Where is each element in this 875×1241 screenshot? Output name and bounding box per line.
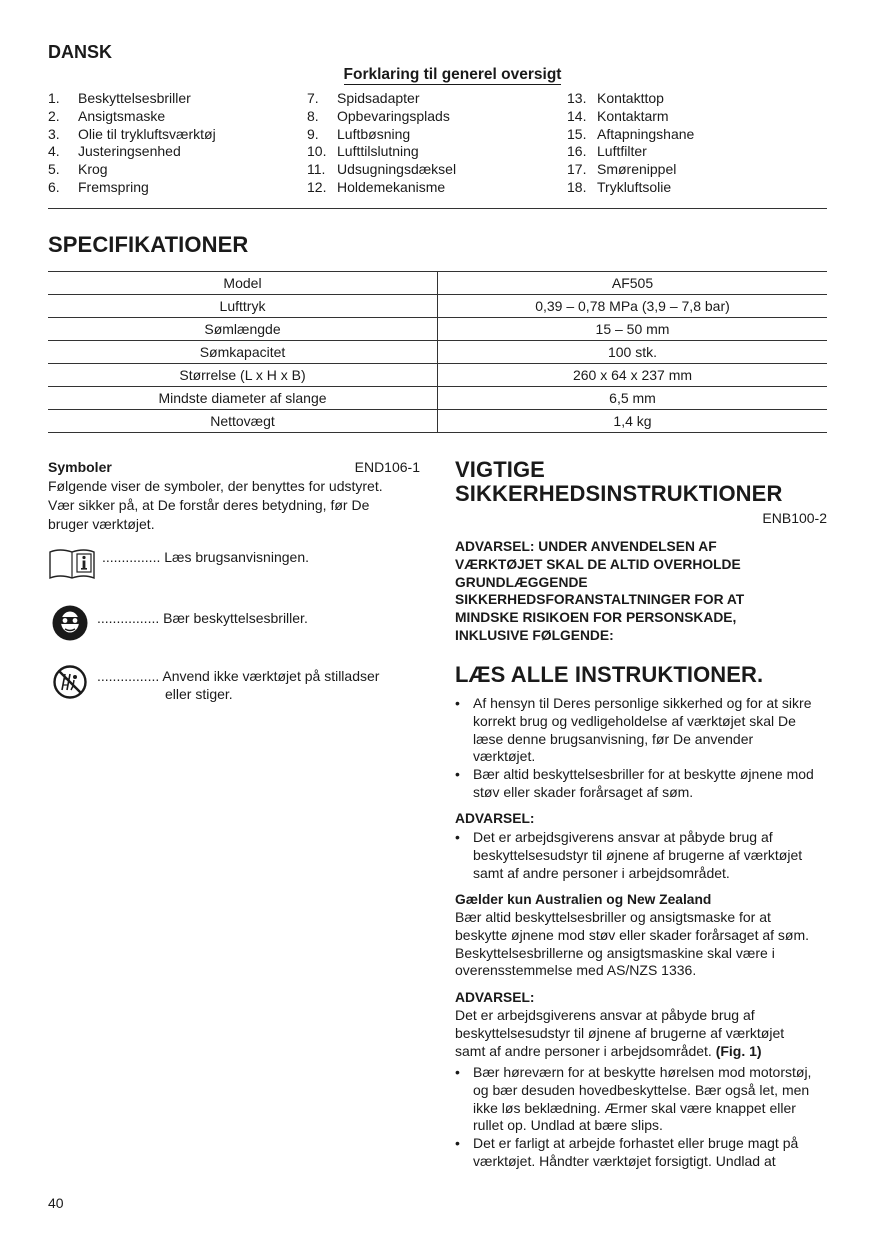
symbol-text: ................ Bær beskyttelsesbriller. bbox=[97, 610, 308, 626]
overview-item: 1. Beskyttelsesbriller bbox=[48, 90, 191, 106]
spec-label: Sømkapacitet bbox=[48, 341, 438, 364]
spec-value: 15 – 50 mm bbox=[438, 318, 828, 341]
bullet-icon: • bbox=[455, 1135, 460, 1152]
bullet-item: • Bær altid beskyttelsesbriller for at beskytte øjnene mod støv eller skader forårsaget af søm. bbox=[455, 766, 814, 800]
overview-item: 3. Olie til trykluftsværktøj bbox=[48, 125, 216, 142]
manual-icon bbox=[48, 546, 96, 585]
overview-column-3 bbox=[567, 90, 694, 197]
spec-label: Mindste diameter af slange bbox=[48, 387, 438, 410]
text-line: overensstemmelse med AS/NZS 1336. bbox=[455, 962, 697, 979]
warning-label: ADVARSEL: bbox=[455, 811, 535, 826]
overview-item: 16. Luftfilter bbox=[567, 143, 647, 160]
spec-label: Sømlængde bbox=[48, 318, 438, 341]
bullet-icon: • bbox=[455, 695, 460, 711]
no-scaffold-icon bbox=[53, 665, 87, 704]
divider bbox=[48, 208, 827, 209]
au-heading: Gælder kun Australien og New Zealand bbox=[455, 892, 712, 907]
text-line: beskyttelsesudstyr til øjnene af brugerne af værktøjet bbox=[455, 1024, 785, 1041]
overview-item: 12. Holdemekanisme bbox=[307, 178, 446, 195]
table-row bbox=[48, 387, 827, 410]
page-number: 40 bbox=[48, 1195, 64, 1211]
table-row bbox=[48, 364, 827, 387]
overview-item: 5. Krog bbox=[48, 161, 108, 178]
symbols-section bbox=[48, 458, 420, 534]
warning-text: Det er arbejdsgiverens ansvar at påbyde brug af beskyttelsesudstyr til øjnene af brugerne af værktøjet samt af andre personer i arbejdsområdet. (Fig. 1) bbox=[455, 1007, 827, 1060]
overview-title: Forklaring til generel oversigt bbox=[343, 66, 562, 83]
bullet-item: • Bær høreværn for at beskytte hørelsen mod motorstøj, og bær desuden hovedbeskyttelse. Bær også let, men ikke løs beklædning. Ærmer skal være knappet eller rullet op. Undlad at bære slips. bbox=[455, 1064, 812, 1134]
spec-value: AF505 bbox=[438, 272, 828, 295]
text-line: Bær altid beskyttelsesbriller og ansigtsmaske for at bbox=[455, 909, 771, 925]
bullet-icon: • bbox=[455, 766, 460, 783]
warning-label: ADVARSEL: bbox=[455, 990, 535, 1005]
bullet-item: • Af hensyn til Deres personlige sikkerhed og for at sikre korrekt brug og vedligeholdelse af værktøjet skal De læse denne brugsanvisning, før De anvender værktøjet. bbox=[455, 695, 812, 765]
text-line: beskytte øjnene mod støv eller skader forårsaget af søm. bbox=[455, 926, 810, 943]
overview-item: 17. Smørenippel bbox=[567, 161, 677, 178]
text-line: INKLUSIVE FØLGENDE: bbox=[455, 627, 614, 643]
spec-value: 6,5 mm bbox=[438, 387, 828, 410]
overview-item: 8. Opbevaringsplads bbox=[307, 107, 450, 124]
symbols-intro: Vær sikker på, at De forstår deres betydning, før De bbox=[48, 497, 370, 513]
text-line: Beskyttelsesbrillerne og ansigtsmaskine skal være i bbox=[455, 944, 775, 961]
read-all-heading: LÆS ALLE INSTRUKTIONER. bbox=[455, 662, 764, 687]
overview-item: 13. Kontakttop bbox=[567, 90, 664, 106]
spec-label: Model bbox=[48, 272, 438, 295]
spec-value: 0,39 – 0,78 MPa (3,9 – 7,8 bar) bbox=[438, 295, 828, 318]
au-text bbox=[455, 909, 827, 980]
specs-table bbox=[48, 271, 827, 433]
symbols-heading: Symboler bbox=[48, 459, 112, 475]
table-row bbox=[48, 341, 827, 364]
spec-value: 1,4 kg bbox=[438, 410, 828, 433]
text-line: SIKKERHEDSFORANSTALTNINGER FOR AT bbox=[455, 592, 745, 608]
safety-heading: VIGTIGE SIKKERHEDSINSTRUKTIONER bbox=[455, 457, 783, 506]
overview-item: 7. Spidsadapter bbox=[307, 90, 420, 106]
symbol-text: eller stiger. bbox=[165, 686, 233, 702]
goggles-icon bbox=[52, 605, 88, 646]
table-row bbox=[48, 295, 827, 318]
overview-item: 9. Luftbøsning bbox=[307, 125, 411, 142]
text-line: VÆRKTØJET SKAL DE ALTID OVERHOLDE bbox=[455, 556, 741, 572]
overview-item: 10. Lufttilslutning bbox=[307, 143, 419, 160]
overview-column-2 bbox=[307, 90, 456, 197]
specs-heading: SPECIFIKATIONER bbox=[48, 232, 249, 257]
symbols-intro: bruger værktøjet. bbox=[48, 516, 155, 532]
symbols-code: END106-1 bbox=[354, 459, 420, 475]
overview-item: 6. Fremspring bbox=[48, 178, 149, 195]
text-line: GRUNDLÆGGENDE bbox=[455, 574, 588, 590]
table-row bbox=[48, 410, 827, 433]
overview-item: 4. Justeringsenhed bbox=[48, 143, 181, 160]
symbols-intro: Følgende viser de symboler, der benyttes for udstyret. bbox=[48, 478, 383, 494]
overview-item: 14. Kontaktarm bbox=[567, 107, 669, 124]
text-line: ADVARSEL: UNDER ANVENDELSEN AF bbox=[455, 539, 717, 554]
bullet-item: • Det er farligt at arbejde forhastet eller bruge magt på værktøjet. Håndter værktøjet forsigtigt. Undlad at bbox=[455, 1135, 799, 1169]
safety-code: ENB100-2 bbox=[762, 510, 827, 526]
overview-column-1 bbox=[48, 90, 216, 197]
bullet-item: • Det er arbejdsgiverens ansvar at påbyde brug af beskyttelsesudstyr til øjnene af brugerne af værktøjet samt af andre personer i arbejdsområdet. bbox=[455, 829, 803, 881]
bullet-icon: • bbox=[455, 829, 460, 845]
fig-reference[interactable]: (Fig. 1) bbox=[715, 1042, 762, 1059]
safety-bullets-1 bbox=[455, 695, 827, 802]
safety-warning bbox=[455, 538, 827, 645]
text-line: Det er arbejdsgiverens ansvar at påbyde brug af bbox=[455, 1007, 755, 1023]
symbol-text: ............... Læs brugsanvisningen. bbox=[102, 549, 309, 565]
language-heading: DANSK bbox=[48, 42, 113, 62]
table-row bbox=[48, 318, 827, 341]
safety-bullets-2 bbox=[455, 829, 827, 882]
overview-item: 15. Aftapningshane bbox=[567, 125, 695, 142]
text-line: MINDSKE RISIKOEN FOR PERSONSKADE, bbox=[455, 610, 737, 626]
spec-value: 260 x 64 x 237 mm bbox=[438, 364, 828, 387]
overview-item: 2. Ansigtsmaske bbox=[48, 107, 166, 124]
table-row bbox=[48, 272, 827, 295]
spec-label: Lufttryk bbox=[48, 295, 438, 318]
bullet-icon: • bbox=[455, 1064, 460, 1080]
spec-value: 100 stk. bbox=[438, 341, 828, 364]
symbol-text: ................ Anvend ikke værktøjet på stilladser bbox=[97, 668, 380, 684]
overview-item: 11. Udsugningsdæksel bbox=[307, 161, 457, 178]
overview-item: 18. Trykluftsolie bbox=[567, 178, 672, 195]
safety-bullets-3 bbox=[455, 1064, 827, 1171]
spec-label: Nettovægt bbox=[48, 410, 438, 433]
spec-label: Størrelse (L x H x B) bbox=[48, 364, 438, 387]
